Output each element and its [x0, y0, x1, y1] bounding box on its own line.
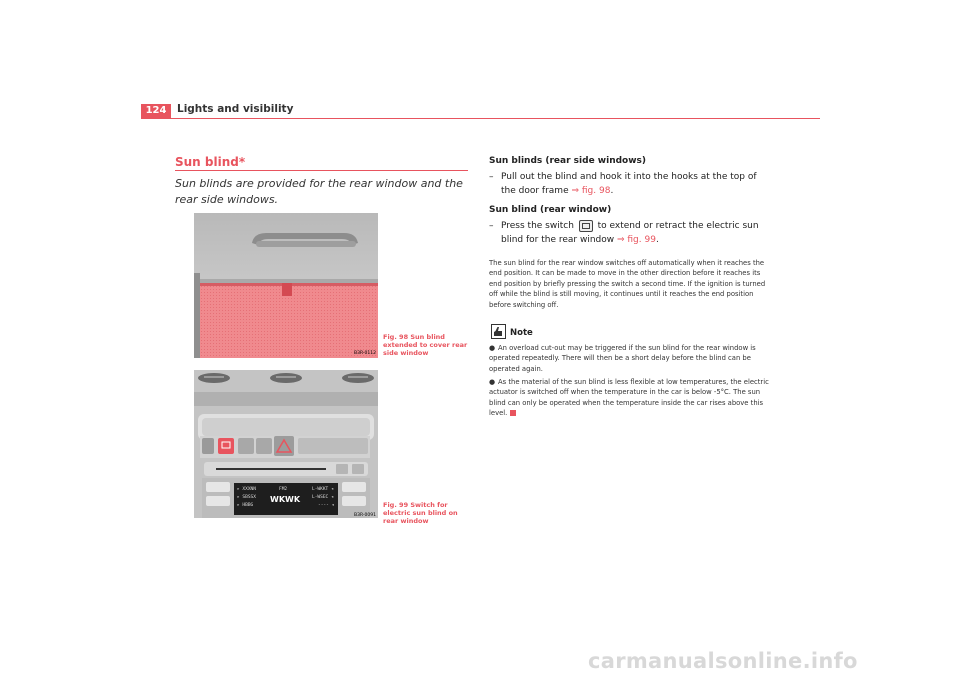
- subheading-rear-window: Sun blind (rear window): [489, 205, 612, 215]
- page-number: 124: [141, 104, 171, 118]
- figure-99-caption: Fig. 99 Switch for electric sun blind on rear window: [383, 501, 458, 525]
- radio-left-2: ▸ SBSSX: [237, 495, 256, 500]
- bullet-text: As the material of the sun blind is less flexible at low temperatures, the electric actuator is switched off when the temperature in the car is below -5°C. The sun blind can only be operated when the temperature inside the car rises above this level.: [489, 378, 769, 418]
- step-text: Pull out the blind and hook it into the hooks at the top of the door frame: [501, 172, 757, 196]
- radio-right-1: L-WKKT ◂: [312, 487, 334, 492]
- step-pull-out-blind: [489, 170, 774, 198]
- step-dash: –: [489, 221, 494, 231]
- step-end: .: [655, 235, 659, 245]
- running-header-title: Lights and visibility: [177, 103, 294, 115]
- radio-station: WKWK: [270, 495, 301, 504]
- figure-98-sun-blind: [194, 213, 378, 358]
- figure-99-code: B3R-0091: [354, 513, 376, 518]
- section-rule: [175, 170, 468, 171]
- radio-right-3: ---- ◂: [318, 503, 335, 508]
- radio-left-3: ▸ HBBG: [237, 503, 254, 508]
- radio-left-1: ▸ XXXNN: [237, 487, 256, 492]
- subheading-rear-side-windows: Sun blinds (rear side windows): [489, 156, 647, 166]
- note-bullet: [489, 377, 771, 419]
- section-intro: Sun blinds are provided for the rear window and the rear side windows.: [175, 177, 463, 206]
- header-rule: [141, 118, 820, 119]
- note-bullet: [489, 343, 771, 374]
- sun-blind-switch-icon: [579, 220, 593, 232]
- radio-frequency: FM2: [279, 487, 288, 492]
- console-illustration: [194, 370, 378, 518]
- section-title: Sun blind*: [175, 155, 246, 169]
- sun-blind-switch: [218, 438, 234, 454]
- note-title: Note: [510, 328, 533, 338]
- figure-98-code: B3R-0112: [354, 351, 376, 356]
- sun-blind-illustration: [194, 213, 378, 358]
- step-end: .: [610, 186, 614, 196]
- bullet-dot: ●: [489, 344, 496, 352]
- step-press-switch: [489, 219, 774, 247]
- bullet-dot: ●: [489, 378, 496, 386]
- figure-99-console: [194, 370, 378, 518]
- figure-99-reference[interactable]: ⇒ fig. 99: [616, 235, 656, 245]
- body-paragraph: The sun blind for the rear window switches off automatically when it reaches the end position. It can be made to move in the other direction before it reaches its end position by briefly pressing the switch a second time. If the ignition is turned off while the blind is still moving, it continues until it reaches the end position before switching off.: [489, 259, 766, 309]
- step-text: Press the switch: [501, 221, 577, 231]
- radio-right-2: L-WSEC ◂: [312, 495, 334, 500]
- section-end-marker: [510, 410, 516, 416]
- figure-98-reference[interactable]: ⇒ fig. 98: [571, 186, 611, 196]
- step-text-cont: to extend or retract the electric sun blind for the rear window: [501, 221, 759, 245]
- footer-watermark: carmanualsonline.info: [588, 649, 858, 673]
- note-icon: [491, 324, 506, 339]
- step-dash: –: [489, 172, 494, 182]
- bullet-text: An overload cut-out may be triggered if the sun blind for the rear window is operated repeatedly. There will then be a short delay before the blind can be operated again.: [489, 344, 756, 373]
- figure-98-caption: Fig. 98 Sun blind extended to cover rear side window: [383, 333, 468, 357]
